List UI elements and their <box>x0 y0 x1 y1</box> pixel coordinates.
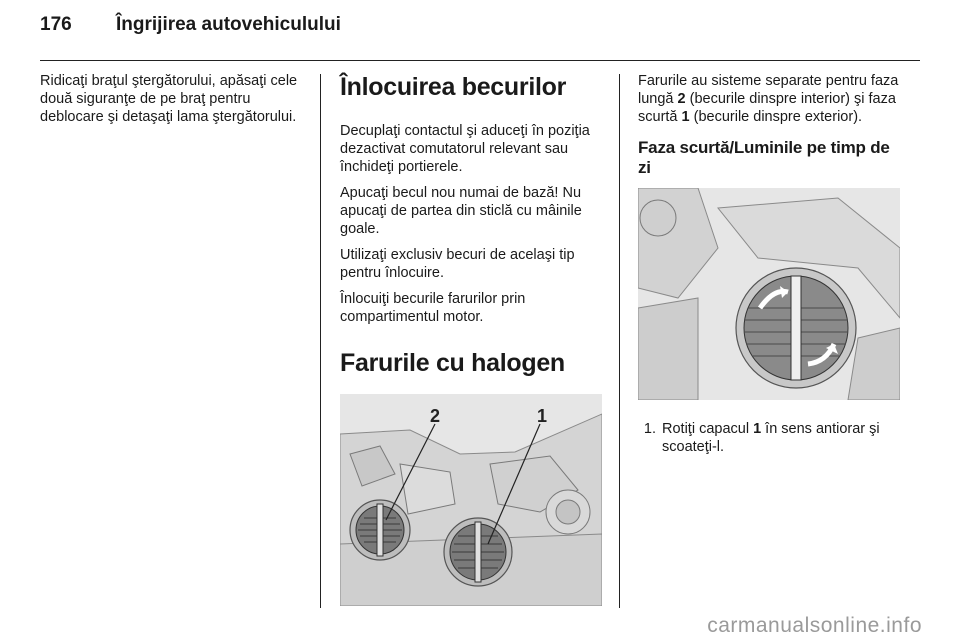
page-number: 176 <box>40 14 72 35</box>
reference-number: 1 <box>753 421 762 437</box>
text-segment: (becurile dinspre exterior). <box>689 109 863 125</box>
text-segment: Rotiţi capacul <box>662 421 754 437</box>
low-beam-cap-figure <box>638 188 900 400</box>
paragraph-ignition: Decuplaţi contactul şi aduceţi în poziţia dezactivat comutatorul relevant sau închideţi portierele. <box>340 123 590 175</box>
reference-number: 1 <box>681 109 690 125</box>
text-segment: (becurile dinspre interior) şi faza scurtă <box>638 91 896 125</box>
callout-label-2: 2 <box>429 406 441 426</box>
subheading-low-beam: Faza scurtă/Luminile pe timp de zi <box>638 138 890 177</box>
reference-number: 2 <box>677 91 686 107</box>
paragraph-engine-compartment: Înlocuiţi becurile farurilor prin compartimentul motor. <box>340 291 526 325</box>
column-1 <box>40 72 302 134</box>
header-rule <box>40 60 920 61</box>
column-3 <box>638 72 902 456</box>
paragraph-same-type: Utilizaţi exclusiv becuri de acelaşi tip pentru înlocuire. <box>340 247 575 281</box>
text-segment: în sens antiorar şi scoateţi-l. <box>662 421 880 455</box>
halogen-headlamp-illustration <box>340 394 602 606</box>
paragraph-separate-systems <box>638 72 902 126</box>
page-header <box>40 14 920 44</box>
watermark: carmanualsonline.info <box>707 614 922 637</box>
section-heading-halogen: Farurile cu halogen <box>340 349 565 377</box>
column-divider-1 <box>320 74 321 608</box>
column-divider-2 <box>619 74 620 608</box>
chapter-title: Îngrijirea autovehiculului <box>116 14 341 35</box>
section-heading-bulb-replacement: Înlocuirea becurilor <box>340 73 567 101</box>
instruction-steps <box>638 420 902 456</box>
callout-label-1: 1 <box>536 406 548 426</box>
step-1 <box>660 420 902 456</box>
halogen-headlamp-figure <box>340 394 602 606</box>
wiper-paragraph: Ridicaţi braţul ştergătorului, apăsaţi cele două siguranţe de pe braţ pentru deblocare şi detaşaţi lama ştergătorului. <box>40 73 298 125</box>
paragraph-handle-bulb: Apucaţi becul nou numai de bază! Nu apucaţi de partea din sticlă cu mâinile goale. <box>340 185 582 237</box>
text-segment: Farurile au sisteme separate pentru faza lungă <box>638 73 899 107</box>
low-beam-cap-illustration <box>638 188 900 400</box>
column-2 <box>340 72 602 606</box>
